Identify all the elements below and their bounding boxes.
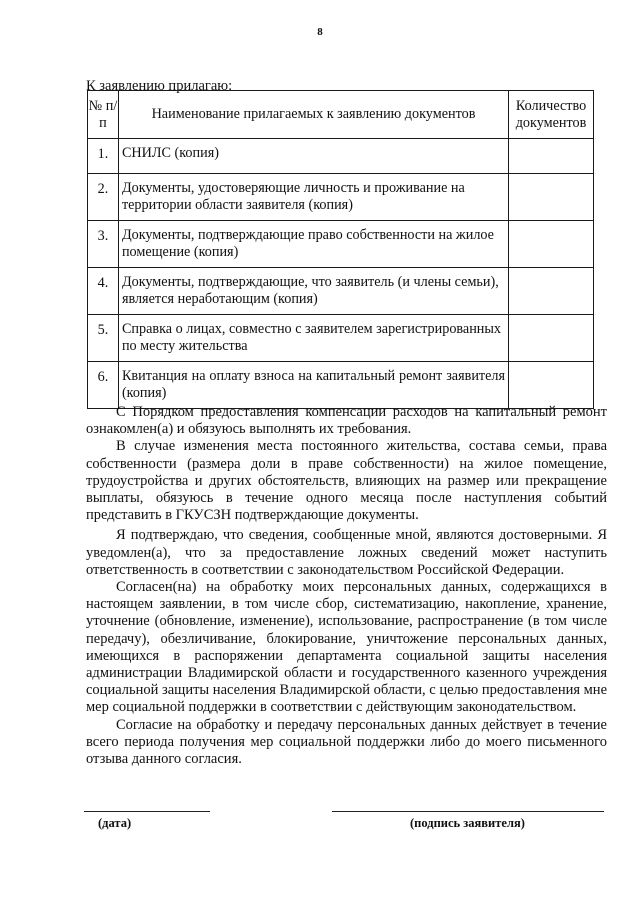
header-quantity: Количество документов xyxy=(509,91,594,139)
consent-validity: Согласие на обработку и передачу персональных данных действует в течение всего периода получения мер социальной поддержки либо до моего письменного отзыва данного согласия. xyxy=(86,716,607,768)
table-header-row xyxy=(88,91,594,139)
table-row xyxy=(88,362,594,409)
procedure-acknowledgement: С Порядком предоставления компенсации расходов на капитальный ремонт ознакомлен(а) и обязуюсь выполнять их требования. xyxy=(86,404,607,438)
row-document-name: Документы, подтверждающие, что заявитель (и члены семьи), является неработающим (копия) xyxy=(118,268,508,315)
row-document-name: Документы, подтверждающие право собственности на жилое помещение (копия) xyxy=(118,221,508,268)
table-row xyxy=(88,315,594,362)
row-number: 3. xyxy=(88,221,119,268)
change-notification-obligation: В случае изменения места постоянного жительства, состава семьи, права собственности (размера доли в праве собственности) на жилое помещение, трудоустройства и других обстоятельств, влияющих на размер или прекращение выплаты, обязуюсь в течение одного месяца после наступления событий представить в ГКУСЗН подтверждающие документы. xyxy=(86,438,607,524)
accuracy-confirmation: Я подтверждаю, что сведения, сообщенные мной, являются достоверными. Я уведомлен(а), что за предоставление ложных сведений может наступить ответственность в соответствии с законодательством Российской Федерации. xyxy=(86,527,607,578)
table-row xyxy=(88,174,594,221)
row-document-name: Квитанция на оплату взноса на капитальный ремонт заявителя (копия) xyxy=(118,362,508,409)
table-row xyxy=(88,221,594,268)
row-number: 5. xyxy=(88,315,119,362)
date-line xyxy=(84,811,210,812)
attachments-table xyxy=(87,90,594,409)
row-quantity xyxy=(509,139,594,174)
signature-label: (подпись заявителя) xyxy=(410,816,525,830)
row-document-name: СНИЛС (копия) xyxy=(118,139,508,174)
row-quantity xyxy=(509,268,594,315)
row-number: 1. xyxy=(88,139,119,174)
header-document-name: Наименование прилагаемых к заявлению документов xyxy=(118,91,508,139)
table-row xyxy=(88,139,594,174)
attachments-intro: К заявлению прилагаю: xyxy=(86,78,233,94)
row-quantity xyxy=(509,315,594,362)
statement-text xyxy=(86,404,607,768)
row-number: 4. xyxy=(88,268,119,315)
table-row xyxy=(88,268,594,315)
signature-line xyxy=(332,811,604,812)
page-number: 8 xyxy=(317,26,323,38)
row-quantity xyxy=(509,221,594,268)
personal-data-consent: Согласен(на) на обработку моих персональных данных, содержащихся в настоящем заявлении, в том числе сбор, систематизацию, накопление, хранение, уточнение (обновление, изменение), использование, распространение (в том числе передачу), обезличивание, блокирование, уничтожение персональных данных, имеющихся в распоряжении департамента социальной защиты населения администрации Владимирской области и государственного казенного учреждения социальной защиты населения Владимирской области, с целью предоставления мне мер социальной поддержки в соответствии с действующим законодательством. xyxy=(86,579,608,716)
row-number: 6. xyxy=(88,362,119,409)
header-number: № п/п xyxy=(88,91,119,139)
date-label: (дата) xyxy=(98,816,132,830)
row-quantity xyxy=(509,362,594,409)
row-document-name: Справка о лицах, совместно с заявителем зарегистрированных по месту жительства xyxy=(118,315,508,362)
row-number: 2. xyxy=(88,174,119,221)
row-quantity xyxy=(509,174,594,221)
row-document-name: Документы, удостоверяющие личность и проживание на территории области заявителя (копия) xyxy=(118,174,508,221)
